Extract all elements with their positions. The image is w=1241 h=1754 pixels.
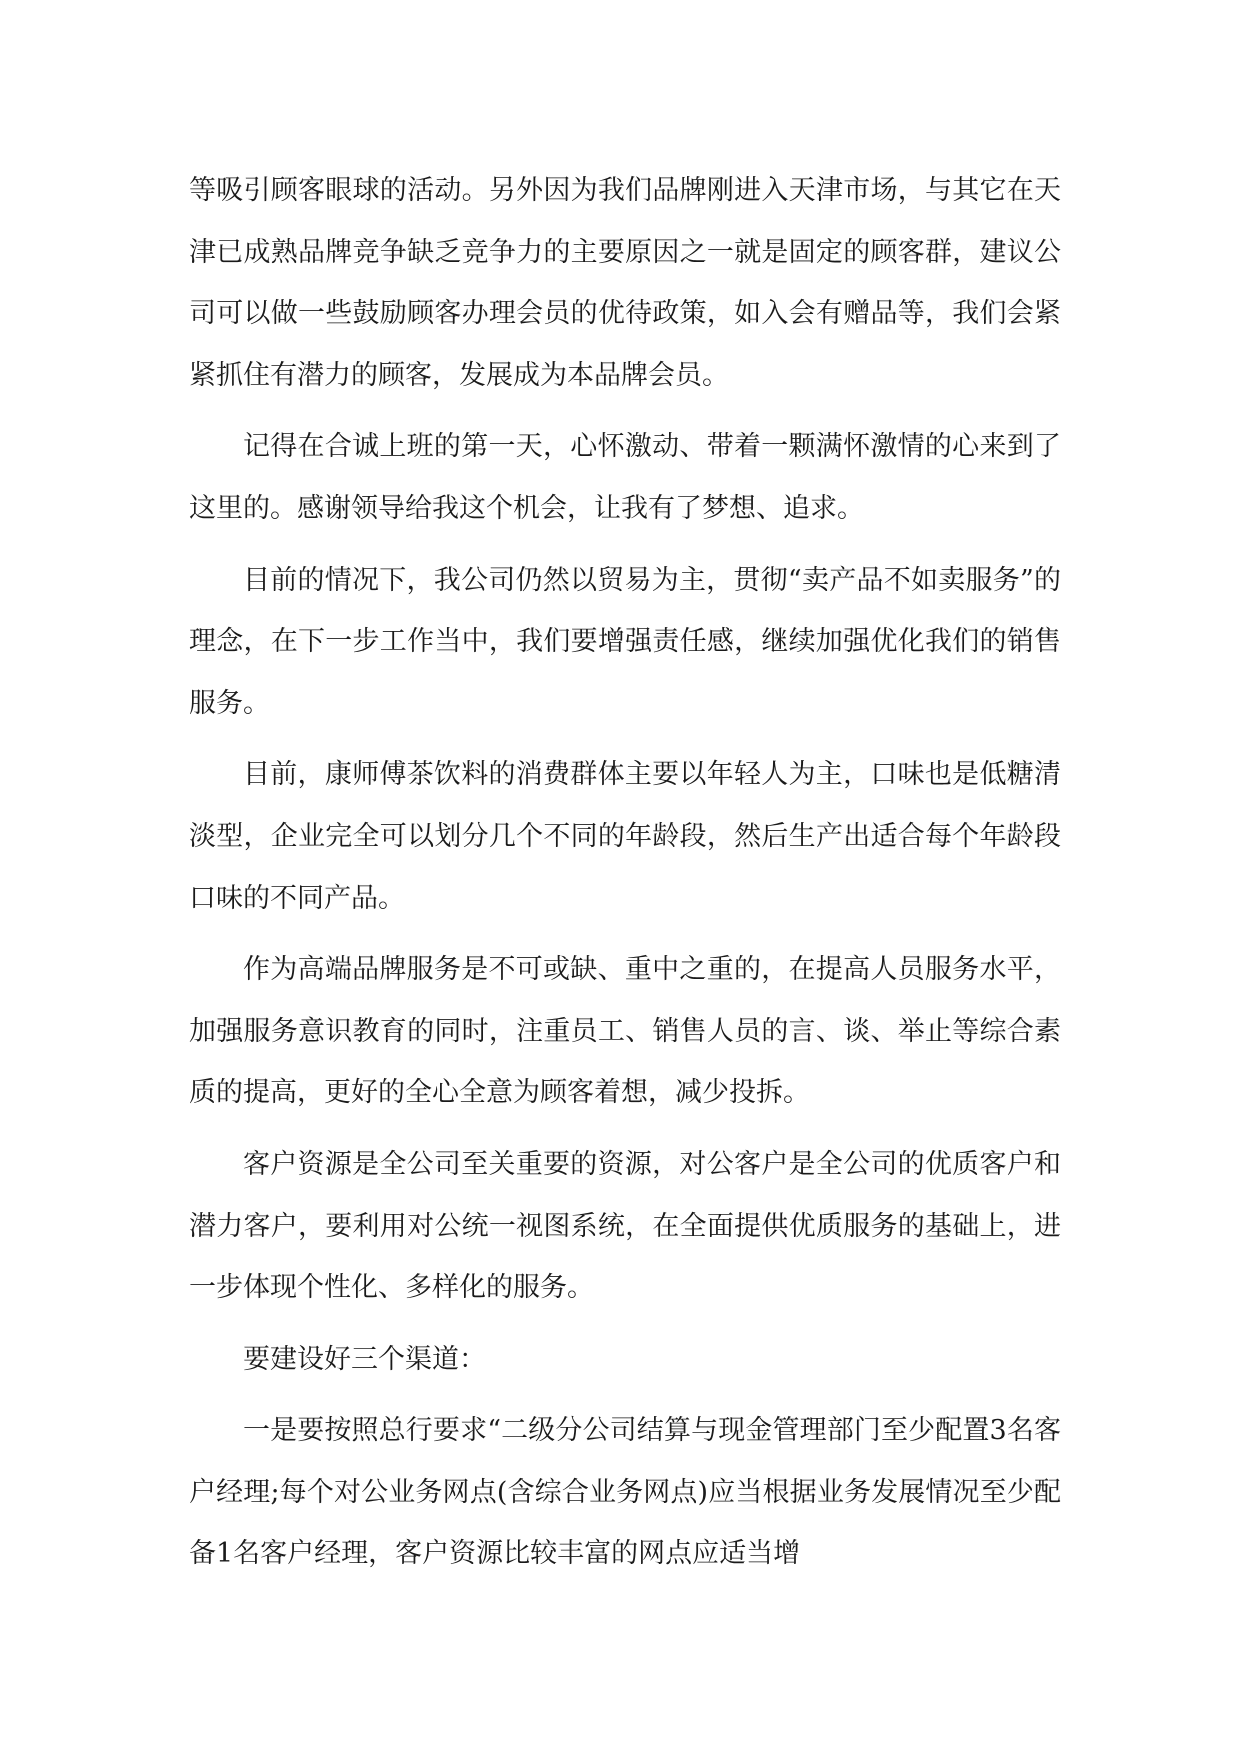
paragraph-6: 客户资源是全公司至关重要的资源，对公客户是全公司的优质客户和潜力客户，要利用对公统一视图系统，在全面提供优质服务的基础上，进一步体现个性化、多样化的服务。 — [189, 1148, 1061, 1304]
document-body — [189, 160, 1061, 1595]
paragraph-5: 作为高端品牌服务是不可或缺、重中之重的，在提高人员服务水平，加强服务意识教育的同时，注重员工、销售人员的言、谈、举止等综合素质的提高，更好的全心全意为顾客着想，减少投拆。 — [189, 954, 1061, 1109]
paragraph-4: 目前，康师傅茶饮料的消费群体主要以年轻人为主，口味也是低糖清淡型，企业完全可以划分几个不同的年龄段，然后生产出适合每个年龄段口味的不同产品。 — [189, 759, 1061, 914]
paragraph-2: 记得在合诚上班的第一天，心怀激动、带着一颗满怀激情的心来到了这里的。感谢领导给我这个机会，让我有了梦想、追求。 — [189, 431, 1061, 524]
paragraph-8: 一是要按照总行要求“二级分公司结算与现金管理部门至少配置3名客户经理;每个对公业务网点(含综合业务网点)应当根据业务发展情况至少配备1名客户经理，客户资源比较丰富的网点应适当增 — [189, 1415, 1061, 1570]
paragraph-1: 等吸引顾客眼球的活动。另外因为我们品牌刚进入天津市场，与其它在天津已成熟品牌竞争缺乏竞争力的主要原因之一就是固定的顾客群，建议公司可以做一些鼓励顾客办理会员的优待政策，如入会有赠品等，我们会紧紧抓住有潜力的顾客，发展成为本品牌会员。 — [189, 175, 1061, 391]
paragraph-3: 目前的情况下，我公司仍然以贸易为主，贯彻“卖产品不如卖服务”的理念，在下一步工作当中，我们要增强责任感，继续加强优化我们的销售服务。 — [189, 564, 1061, 719]
paragraph-7: 要建设好三个渠道： — [243, 1343, 486, 1375]
